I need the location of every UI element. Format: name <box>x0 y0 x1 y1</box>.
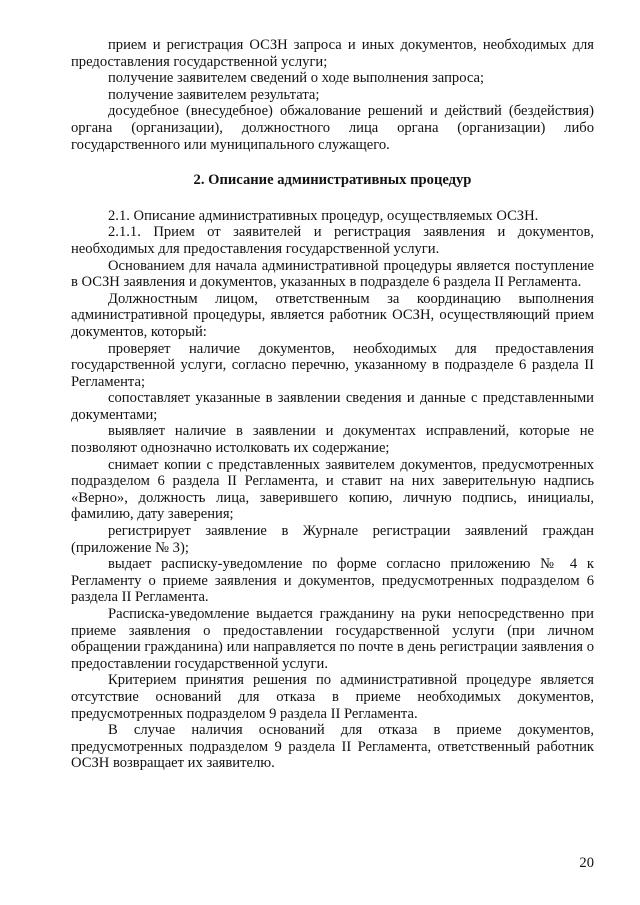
paragraph: выдает расписку-уведомление по форме согласно приложению № 4 к Регламенту о приеме заявления и документов, предусмотренных подразделом 6 раздела II Регламента. <box>71 556 594 606</box>
paragraph: досудебное (внесудебное) обжалование решений и действий (бездействия) органа (организации), должностного лица органа (организации) либо государственного или муниципального служащего. <box>71 103 594 153</box>
paragraph: 2.1.1. Прием от заявителей и регистрация заявления и документов, необходимых для предоставления государственной услуги. <box>71 224 594 257</box>
paragraph: 2.1. Описание административных процедур, осуществляемых ОСЗН. <box>108 207 539 224</box>
paragraph: проверяет наличие документов, необходимых для предоставления государственной услуги, согласно перечню, указанному в подразделе 6 раздела II Регламента; <box>71 340 594 390</box>
section-heading: 2. Описание административных процедур <box>193 172 472 189</box>
paragraph: получение заявителем результата; <box>108 86 320 103</box>
paragraph: В случае наличия оснований для отказа в приеме документов, предусмотренных подразделом 9 раздела II Регламента, ответственный работник ОСЗН возвращает их заявителю. <box>71 722 594 772</box>
paragraph: регистрирует заявление в Журнале регистрации заявлений граждан (приложение № 3); <box>71 523 594 556</box>
page-number: 20 <box>579 855 594 871</box>
paragraph: выявляет наличие в заявлении и документах исправлений, которые не позволяют однозначно истолковать их содержание; <box>71 423 594 457</box>
page-content <box>71 37 594 772</box>
paragraph: получение заявителем сведений о ходе выполнения запроса; <box>108 70 485 87</box>
paragraph: сопоставляет указанные в заявлении сведения и данные с представленными документами; <box>71 390 594 423</box>
paragraph: Критерием принятия решения по административной процедуре является отсутствие оснований для отказа в приеме необходимых документов, предусмотренных подразделом 9 раздела II Регламента. <box>71 672 594 722</box>
paragraph: снимает копии с представленных заявителем документов, предусмотренных подразделом 6 раздела II Регламента, и ставит на них заверительную надпись «Верно», должность лица, заверившего копию, личную подпись, инициалы, фамилию, дату заверения; <box>71 456 594 523</box>
paragraph: прием и регистрация ОСЗН запроса и иных документов, необходимых для предоставления государственной услуги; <box>71 37 594 70</box>
paragraph: Должностным лицом, ответственным за координацию выполнения административной процедуры, является работник ОСЗН, осуществляющий прием документов, который: <box>71 290 594 340</box>
paragraph: Расписка-уведомление выдается гражданину на руки непосредственно при приеме заявления о предоставлении государственной услуги (при личном обращении гражданина) или направляется по почте в день регистрации заявления о предоставлении государственной услуги. <box>71 606 594 672</box>
paragraph: Основанием для начала административной процедуры является поступление в ОСЗН заявления и документов, указанных в подразделе 6 раздела II Регламента. <box>71 257 594 291</box>
